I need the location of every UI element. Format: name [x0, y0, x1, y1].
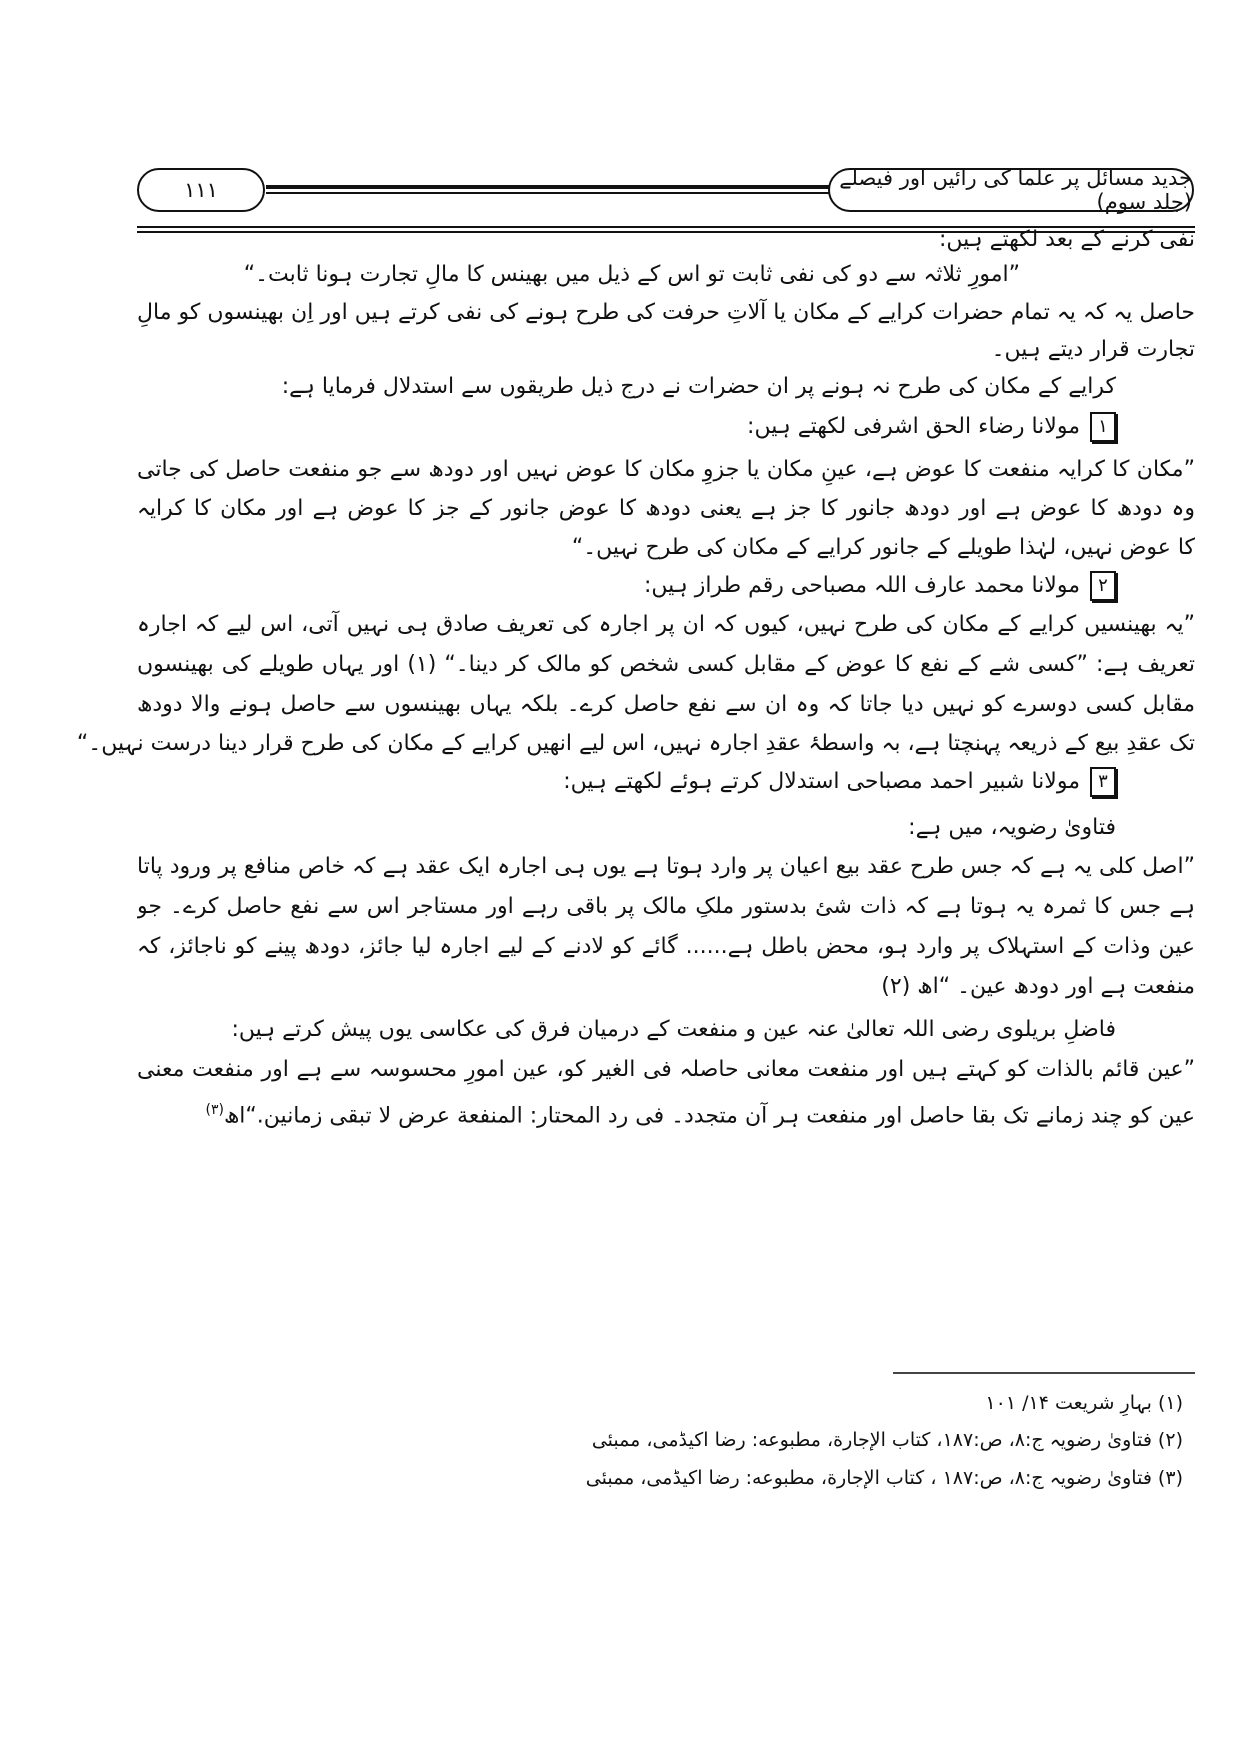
text-line: نفی کرنے کے بعد لکھتے ہیں: — [938, 227, 1195, 252]
quote-line: تک عقدِ بیع کے ذریعہ پہنچتا ہے، بہ واسطۂ عقدِ اجارہ نہیں، اس لیے انھیں کرایے کے مکان کی طرح قرار دینا درست نہیں۔“ — [76, 731, 1195, 756]
text-line: کرایے کے مکان کی طرح نہ ہونے پر ان حضرات نے درج ذیل طریقوں سے استدلال فرمایا ہے: — [281, 374, 1116, 399]
header-rule-thick — [266, 185, 830, 189]
quote-line — [205, 1093, 1195, 1133]
numbered-heading-3 — [563, 765, 1116, 799]
number-box: ۲ — [1090, 571, 1116, 601]
quote-line: ”اصل کلی یہ ہے کہ جس طرح عقد بیع اعیان پر وارد ہوتا ہے یوں ہی اجارہ ایک عقد ہے کہ خاص منافع پر ورود پاتا — [137, 854, 1195, 879]
text-line: فاضلِ بریلوی رضی اللہ تعالیٰ عنہ عین و منفعت کے درمیان فرق کی عکاسی یوں پیش کرتے ہیں: — [231, 1017, 1116, 1042]
quote-line: منفعت ہے اور دودھ عین۔ “اھ (۲) — [881, 974, 1195, 999]
number-box: ۱ — [1090, 412, 1116, 442]
quote-line: کا عوض نہیں، لہٰذا طویلے کے جانور کرایے کے مکان کی طرح نہیں۔“ — [571, 535, 1195, 560]
text-line: حاصل یہ کہ یہ تمام حضرات کرایے کے مکان یا آلاتِ حرفت کی طرح ہونے کی نفی کرتے ہیں اور اِن بھینسوں کو مالِ — [137, 300, 1195, 325]
text-line: فتاویٰ رضویہ، میں ہے: — [908, 815, 1116, 840]
number-box: ۳ — [1090, 767, 1116, 797]
quote-line: ”امورِ ثلاثہ سے دو کی نفی ثابت تو اس کے ذیل میں بھینس کا مالِ تجارت ہونا ثابت۔“ — [243, 262, 1020, 287]
quote-line: عین وذات کے استہلاک پر وارد ہو، محض باطل ہے...... گائے کو لادنے کے لیے اجارہ لیا جائز، دودھ پینے کو ناجائز، کہ — [137, 934, 1195, 959]
book-title-box — [828, 168, 1194, 212]
quote-line: مقابل کسی دوسرے کو نہیں دیا جاتا کہ وہ ان سے نفع حاصل کرے۔ بلکہ یہاں بھینسوں سے حاصل ہونے والا دودھ — [137, 692, 1195, 717]
quote-line: وہ دودھ کا عوض ہے اور دودھ جانور کا جز ہے یعنی دودھ کا عوض جانور کے جز کا عوض ہے اور مکان کا کرایہ — [137, 496, 1195, 521]
quote-line: ”یہ بھینسیں کرایے کے مکان کی طرح نہیں، کیوں کہ ان پر اجارہ کی تعریف صادق ہی نہیں آتی، اس لیے کہ اجارہ — [137, 612, 1195, 637]
heading-text: مولانا شبیر احمد مصباحی استدلال کرتے ہوئے لکھتے ہیں: — [563, 769, 1080, 794]
quote-line: ”مکان کا کرایہ منفعت کا عوض ہے، عینِ مکان یا جزوِ مکان کا عوض نہیں اور دودھ سے جو منفعت حاصل کی جاتی — [137, 457, 1195, 482]
footnote-1: (۱) بہارِ شریعت ۱۴/ ۱۰۱ — [985, 1392, 1183, 1414]
numbered-heading-1 — [747, 410, 1116, 444]
quote-text: عین کو چند زمانے تک بقا حاصل اور منفعت ہر آن متجدد۔ فی رد المحتار: المنفعة عرض لا تبقی زمانین.“اھ — [223, 1103, 1195, 1129]
quote-line: ”عین قائم بالذات کو کہتے ہیں اور منفعت معانی حاصلہ فی الغیر کو، عین امورِ محسوسہ سے ہے اور منفعت معنی — [137, 1057, 1195, 1082]
footnote-3: (۳) فتاویٰ رضویہ ج:۸، ص:۱۸۷ ، کتاب الإجارة، مطبوعه: رضا اکیڈمی، ممبئی — [585, 1467, 1183, 1489]
heading-text: مولانا رضاء الحق اشرفی لکھتے ہیں: — [747, 414, 1080, 439]
page-number-box — [137, 168, 265, 212]
footnote-rule — [893, 1372, 1195, 1374]
footnote-ref: (۳) — [205, 1102, 224, 1118]
header-rule-thin — [266, 192, 830, 194]
book-title: جدید مسائل پر علما کی رائیں اور فیصلے (جلد سوم) — [839, 166, 1192, 214]
footnote-2: (۲) فتاویٰ رضویہ ج:۸، ص:۱۸۷، کتاب الإجارة، مطبوعه: رضا اکیڈمی، ممبئی — [591, 1429, 1183, 1451]
quote-line: تعریف ہے: ”کسی شے کے نفع کا عوض کے مقابل کسی شخص کو مالک کر دینا۔“ (۱) اور یہاں طویلے کی بھینسوں — [137, 652, 1195, 677]
text-line: تجارت قرار دیتے ہیں۔ — [991, 337, 1195, 362]
heading-text: مولانا محمد عارف اللہ مصباحی رقم طراز ہیں: — [644, 573, 1080, 598]
numbered-heading-2 — [644, 569, 1116, 603]
quote-line: ہے جس کا ثمرہ یہ ہوتا ہے کہ ذات شئ بدستور ملکِ مالک پر باقی رہے اور مستاجر اس سے نفع حاصل کرے۔ جو — [137, 894, 1195, 919]
page-number: ۱۱۱ — [184, 178, 218, 202]
